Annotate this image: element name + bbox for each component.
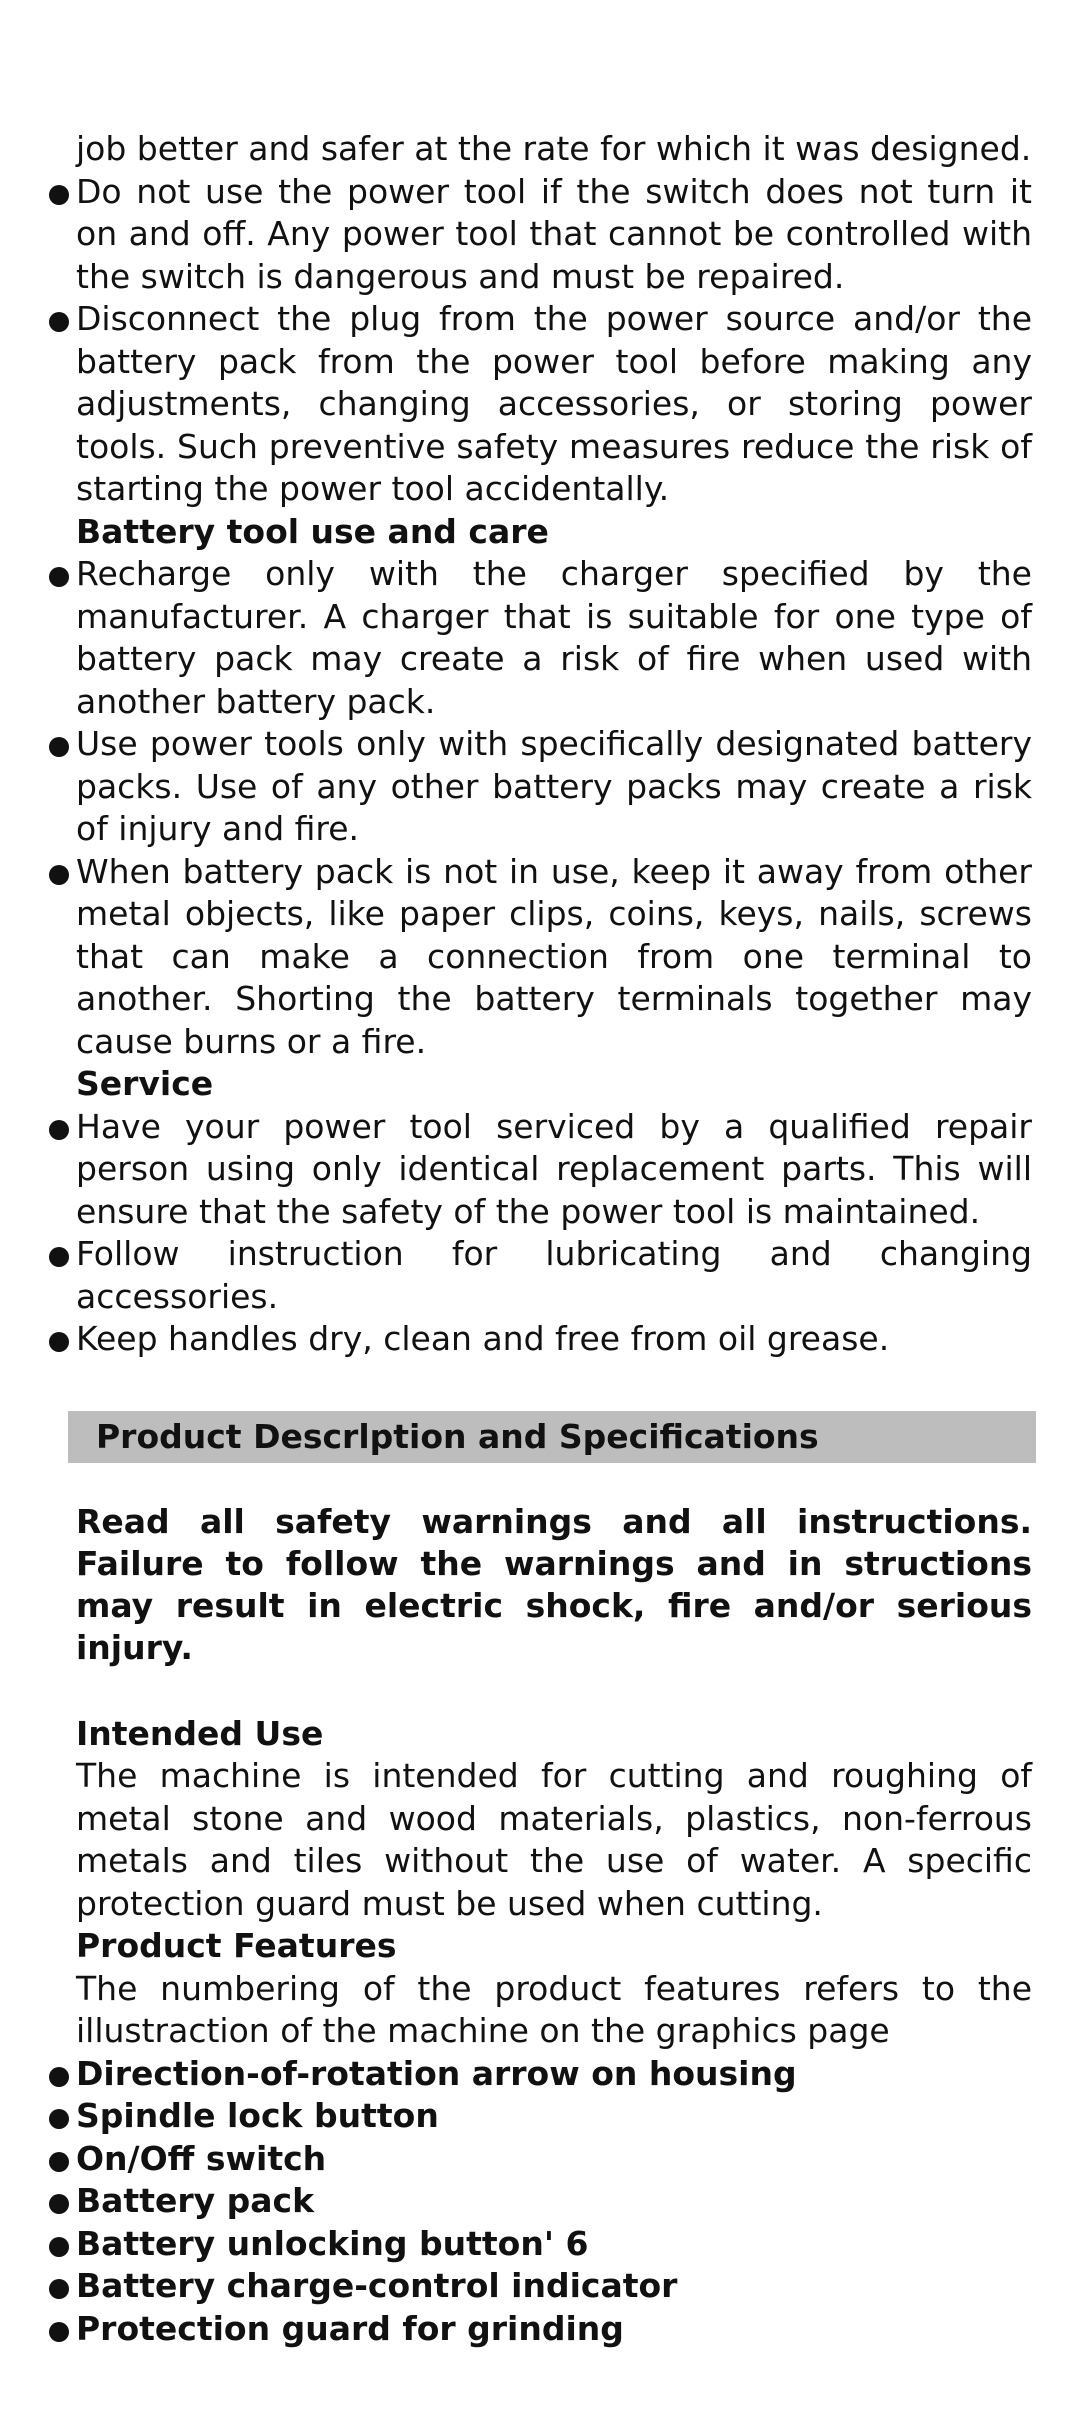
bullet-icon [49,567,69,587]
bullet-icon [49,1332,69,1352]
safety-item: Do not use the power tool if the switch does not turn it on and off. Any power tool that cannot be controlled with the switch is dangerous and must be repaired. [76,171,1032,299]
page-content [0,128,1090,2350]
service-item: Keep handles dry, clean and free from oil grease. [76,1318,1032,1361]
service-heading: Service [76,1064,214,1103]
battery-item: When battery pack is not in use, keep it away from other metal objects, like paper clips, coins, keys, nails, screws that can make a connection from one terminal to another. Shorting the battery terminals together may cause burns or a fire. [76,851,1032,1064]
bullet-icon [49,2152,69,2172]
top-paragraph: job better and safer at the rate for which it was designed. [76,129,1032,168]
safety-item: Disconnect the plug from the power source and/or the battery pack from the power tool before making any adjustments, changing accessories, or storing power tools. Such preventive safety measures reduce the risk of starting the power tool accidentally. [76,298,1032,511]
feature-item: Direction-of-rotation arrow on housing [76,2053,1032,2096]
feature-item: On/Off switch [76,2138,1032,2181]
feature-item: Battery pack [76,2180,1032,2223]
product-features-heading: Product Features [76,1926,397,1965]
bullet-icon [49,185,69,205]
battery-item: Use power tools only with specifically designated battery packs. Use of any other battery packs may create a risk of injury and fire. [76,723,1032,851]
battery-heading: Battery tool use and care [76,511,549,551]
bullet-icon [49,2322,69,2342]
bullet-icon [49,312,69,332]
bullet-icon [49,2237,69,2257]
service-item: Have your power tool serviced by a qualified repair person using only identical replacement parts. This will ensure that the safety of the power tool is maintained. [76,1106,1032,1234]
feature-item: Battery unlocking button' 6 [76,2223,1032,2266]
bullet-icon [49,865,69,885]
bullet-icon [49,2067,69,2087]
bullet-icon [49,1247,69,1267]
feature-item: Protection guard for grinding [76,2308,1032,2351]
bullet-icon [49,2194,69,2214]
product-features-text: The numbering of the product features refers to the illustraction of the machine on the graphics page [76,1968,1032,2050]
battery-item: Recharge only with the charger specified by the manufacturer. A charger that is suitable for one type of battery pack may create a risk of fire when used with another battery pack. [76,553,1032,723]
section-banner: Product Descrlption and Specifications [68,1411,1036,1463]
bullet-icon [49,2109,69,2129]
service-item: Follow instruction for lubricating and changing accessories. [76,1233,1032,1318]
bullet-icon [49,737,69,757]
bullet-icon [49,1120,69,1140]
warning-text: Read all safety warnings and all instructions. Failure to follow the warnings and in structions may result in electric shock, fire and/or serious injury. [76,1501,1032,1667]
intended-use-text: The machine is intended for cutting and roughing of metal stone and wood materials, plastics, non-ferrous metals and tiles without the use of water. A specific protection guard must be used when cutting. [76,1756,1032,1923]
bullet-icon [49,2279,69,2299]
feature-item: Spindle lock button [76,2095,1032,2138]
feature-item: Battery charge-control indicator [76,2265,1032,2308]
intended-use-heading: Intended Use [76,1713,324,1753]
